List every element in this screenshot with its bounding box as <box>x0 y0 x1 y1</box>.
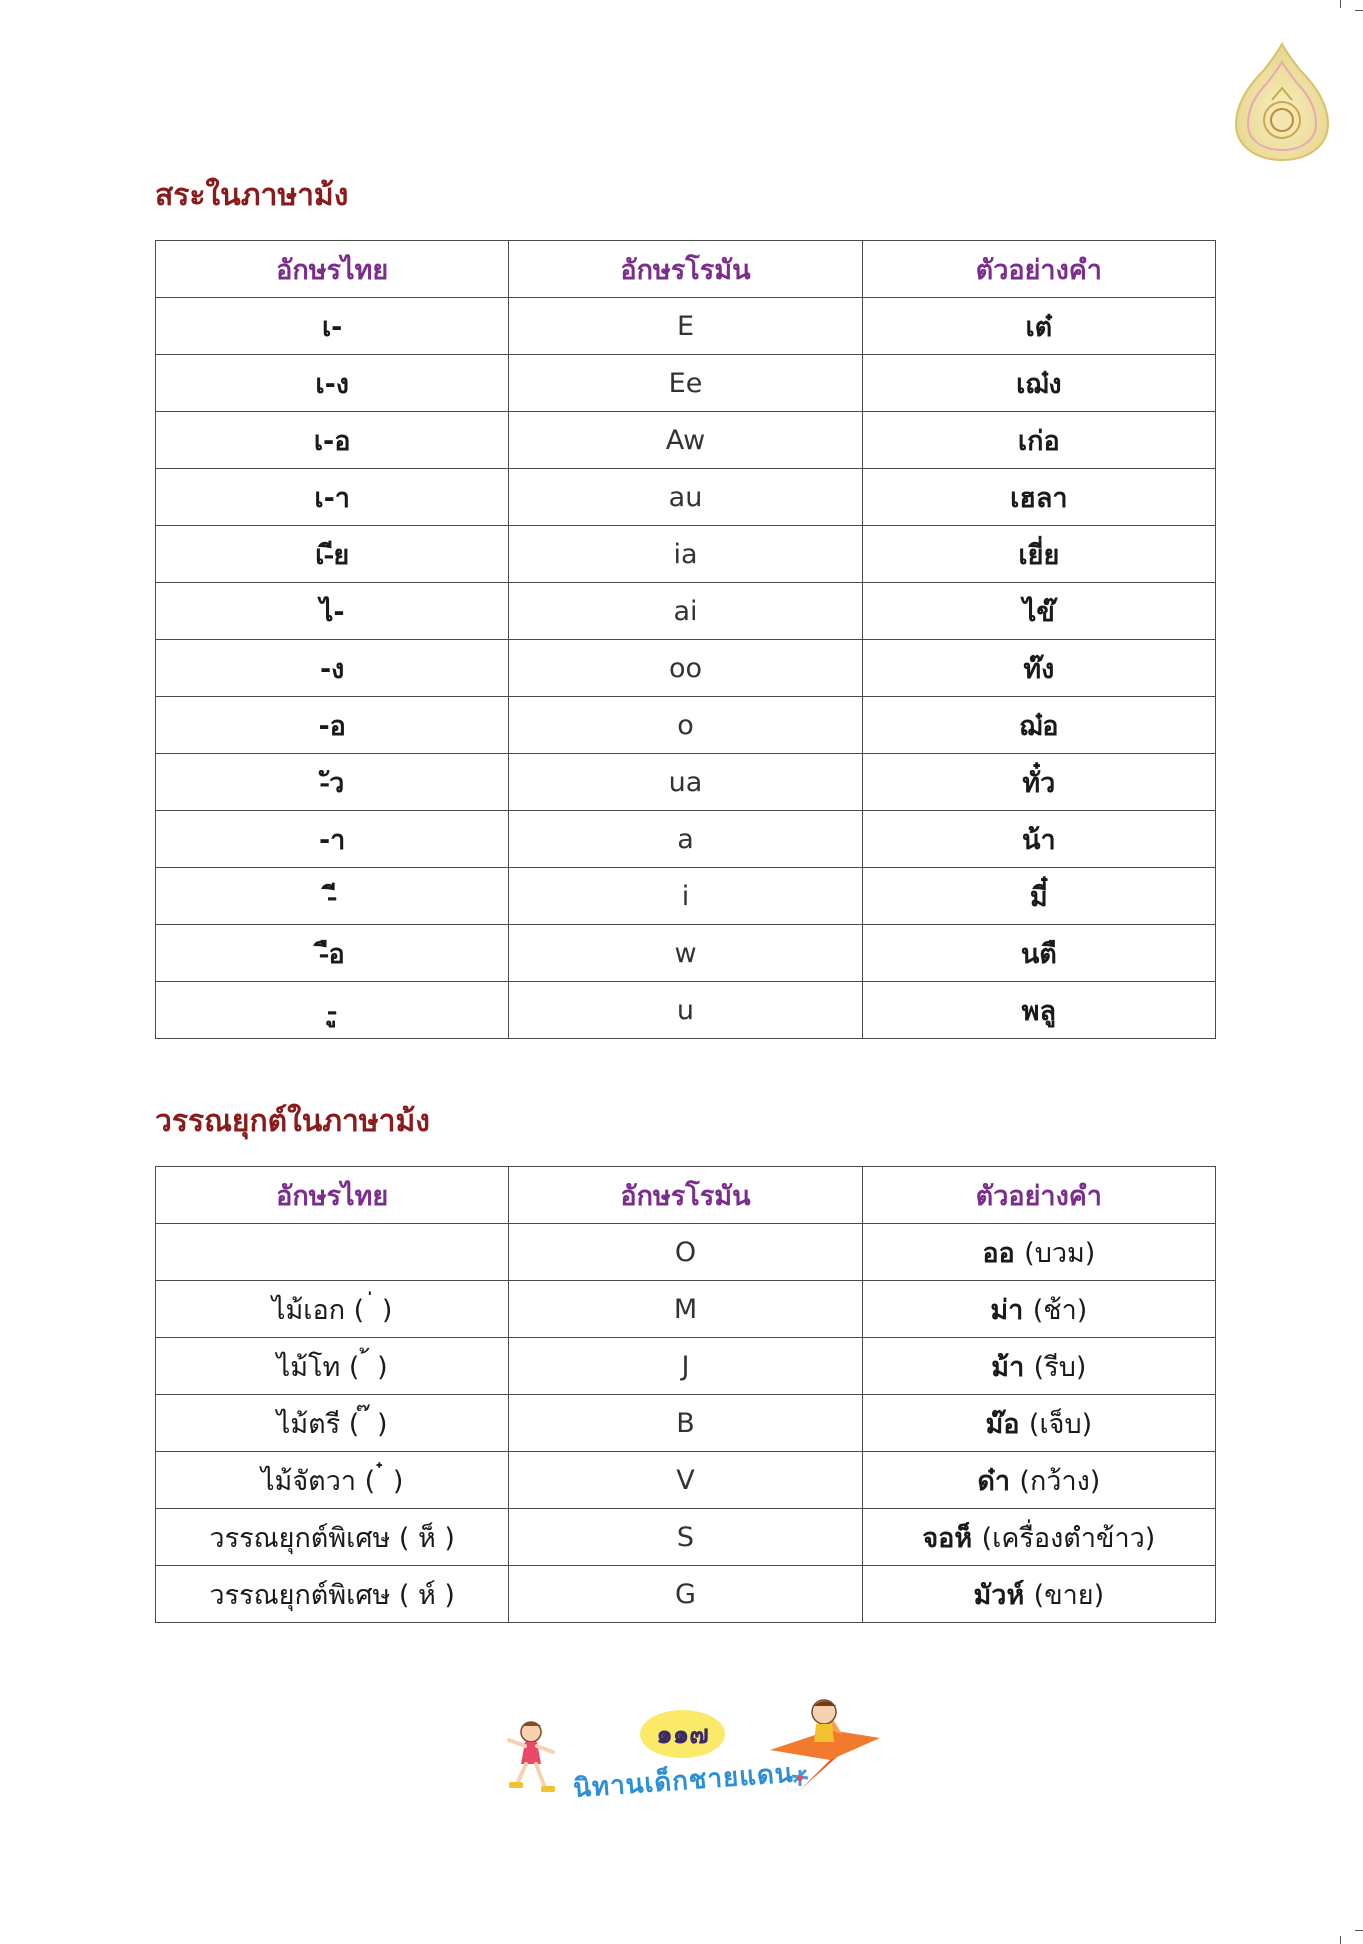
table-row <box>156 1452 1216 1509</box>
crop-mark <box>1340 1936 1341 1944</box>
example-word: ม๊อ <box>985 1408 1020 1440</box>
thai-letter-cell: -ัว <box>156 754 509 811</box>
thai-letter-cell: -า <box>156 811 509 868</box>
roman-letter-cell: B <box>509 1395 862 1452</box>
vowels-section-title: สระในภาษาม้ง <box>155 178 349 213</box>
table-row <box>156 754 1216 811</box>
tone-name-cell <box>156 1224 509 1281</box>
column-header-example: ตัวอย่างคำ <box>862 1167 1215 1224</box>
tone-name-cell: ไม้โท ( ้ ) <box>156 1338 509 1395</box>
example-word: ม่า <box>990 1294 1024 1326</box>
table-row <box>156 640 1216 697</box>
table-row <box>156 298 1216 355</box>
table-row <box>156 1224 1216 1281</box>
roman-letter-cell: au <box>509 469 862 526</box>
crop-mark <box>1355 1930 1363 1931</box>
example-gloss: (เครื่องตำข้าว) <box>981 1522 1156 1554</box>
thai-letter-cell: ไ- <box>156 583 509 640</box>
roman-letter-cell: O <box>509 1224 862 1281</box>
example-word: ม้า <box>991 1351 1025 1383</box>
example-gloss: (กว้าง) <box>1019 1465 1101 1497</box>
example-word-cell <box>862 1224 1215 1281</box>
example-gloss: (เจ็บ) <box>1028 1408 1093 1440</box>
thai-letter-cell: -ง <box>156 640 509 697</box>
table-row <box>156 583 1216 640</box>
table-row <box>156 1338 1216 1395</box>
table-row <box>156 925 1216 982</box>
crop-mark <box>1340 0 1341 8</box>
example-word-cell <box>862 1281 1215 1338</box>
example-word-cell <box>862 1395 1215 1452</box>
example-word: ด๋า <box>977 1465 1011 1497</box>
thai-letter-cell: เ-อ <box>156 412 509 469</box>
tones-table <box>155 1166 1216 1623</box>
tone-name-cell: วรรณยุกต์พิเศษ ( ห์ ) <box>156 1566 509 1623</box>
column-header-example: ตัวอย่างคำ <box>862 241 1215 298</box>
example-word-cell: ทั๋ว <box>862 754 1215 811</box>
column-header-roman: อักษรโรมัน <box>509 241 862 298</box>
tone-name-cell: ไม้เอก ( ่ ) <box>156 1281 509 1338</box>
example-word-cell: นตื <box>862 925 1215 982</box>
roman-letter-cell: E <box>509 298 862 355</box>
roman-letter-cell: oo <box>509 640 862 697</box>
thai-letter-cell: เ-ีย <box>156 526 509 583</box>
table-row <box>156 1395 1216 1452</box>
roman-letter-cell: J <box>509 1338 862 1395</box>
roman-letter-cell: ia <box>509 526 862 583</box>
table-row <box>156 412 1216 469</box>
table-header-row <box>156 1167 1216 1224</box>
roman-letter-cell: i <box>509 868 862 925</box>
table-row <box>156 355 1216 412</box>
roman-letter-cell: w <box>509 925 862 982</box>
page-number: ๑๑๗ <box>640 1710 725 1758</box>
table-row <box>156 469 1216 526</box>
roman-letter-cell: G <box>509 1566 862 1623</box>
crop-mark <box>1355 10 1363 11</box>
example-word-cell: มี๋ <box>862 868 1215 925</box>
example-gloss: (ขาย) <box>1033 1579 1105 1611</box>
tone-name-cell: วรรณยุกต์พิเศษ ( ห็ ) <box>156 1509 509 1566</box>
roman-letter-cell: o <box>509 697 862 754</box>
example-word-cell: น้า <box>862 811 1215 868</box>
roman-letter-cell: S <box>509 1509 862 1566</box>
example-word-cell: เฮลา <box>862 469 1215 526</box>
column-header-roman: อักษรโรมัน <box>509 1167 862 1224</box>
thai-letter-cell: -ือ <box>156 925 509 982</box>
thai-letter-cell: -อ <box>156 697 509 754</box>
running-child-icon <box>495 1718 565 1798</box>
column-header-thai: อักษรไทย <box>156 241 509 298</box>
table-row <box>156 526 1216 583</box>
example-word-cell: เยี่ย <box>862 526 1215 583</box>
example-word-cell: เต๋ <box>862 298 1215 355</box>
roman-letter-cell: u <box>509 982 862 1039</box>
page-footer <box>495 1690 895 1820</box>
table-row <box>156 1509 1216 1566</box>
column-header-thai: อักษรไทย <box>156 1167 509 1224</box>
table-row <box>156 982 1216 1039</box>
example-word-cell: ฌ๋อ <box>862 697 1215 754</box>
table-row <box>156 1566 1216 1623</box>
roman-letter-cell: a <box>509 811 862 868</box>
table-header-row <box>156 241 1216 298</box>
roman-letter-cell: Aw <box>509 412 862 469</box>
roman-letter-cell: Ee <box>509 355 862 412</box>
example-word: มัวห์ <box>973 1579 1025 1611</box>
example-word-cell <box>862 1509 1215 1566</box>
example-gloss: (ช้า) <box>1032 1294 1088 1326</box>
example-word-cell: พลู <box>862 982 1215 1039</box>
thai-letter-cell: เ-ง <box>156 355 509 412</box>
example-gloss: (รีบ) <box>1033 1351 1087 1383</box>
example-word-cell: ท๊ง <box>862 640 1215 697</box>
example-word-cell <box>862 1452 1215 1509</box>
table-row <box>156 1281 1216 1338</box>
roman-letter-cell: ua <box>509 754 862 811</box>
table-row <box>156 697 1216 754</box>
thai-letter-cell: เ- <box>156 298 509 355</box>
example-word-cell: เก่อ <box>862 412 1215 469</box>
example-word: จอห็ <box>922 1522 973 1554</box>
tone-name-cell: ไม้ตรี ( ๊ ) <box>156 1395 509 1452</box>
roman-letter-cell: V <box>509 1452 862 1509</box>
thai-letter-cell: เ-า <box>156 469 509 526</box>
paper-crane-child-icon <box>760 1690 890 1800</box>
roman-letter-cell: M <box>509 1281 862 1338</box>
example-gloss: (บวม) <box>1024 1237 1096 1269</box>
tones-section-title: วรรณยุกต์ในภาษาม้ง <box>155 1104 430 1139</box>
table-row <box>156 868 1216 925</box>
vowels-table <box>155 240 1216 1039</box>
example-word-cell: เฌ๋ง <box>862 355 1215 412</box>
example-word-cell: ไข๊ <box>862 583 1215 640</box>
tone-name-cell: ไม้จัตวา ( ๋ ) <box>156 1452 509 1509</box>
example-word-cell <box>862 1338 1215 1395</box>
ministry-emblem-icon <box>1232 40 1332 164</box>
thai-letter-cell: -ู <box>156 982 509 1039</box>
example-word: ออ <box>982 1237 1015 1269</box>
table-row <box>156 811 1216 868</box>
roman-letter-cell: ai <box>509 583 862 640</box>
thai-letter-cell: -ี <box>156 868 509 925</box>
example-word-cell <box>862 1566 1215 1623</box>
book-title: นิทานเด็กชายแดน <box>572 1758 795 1804</box>
